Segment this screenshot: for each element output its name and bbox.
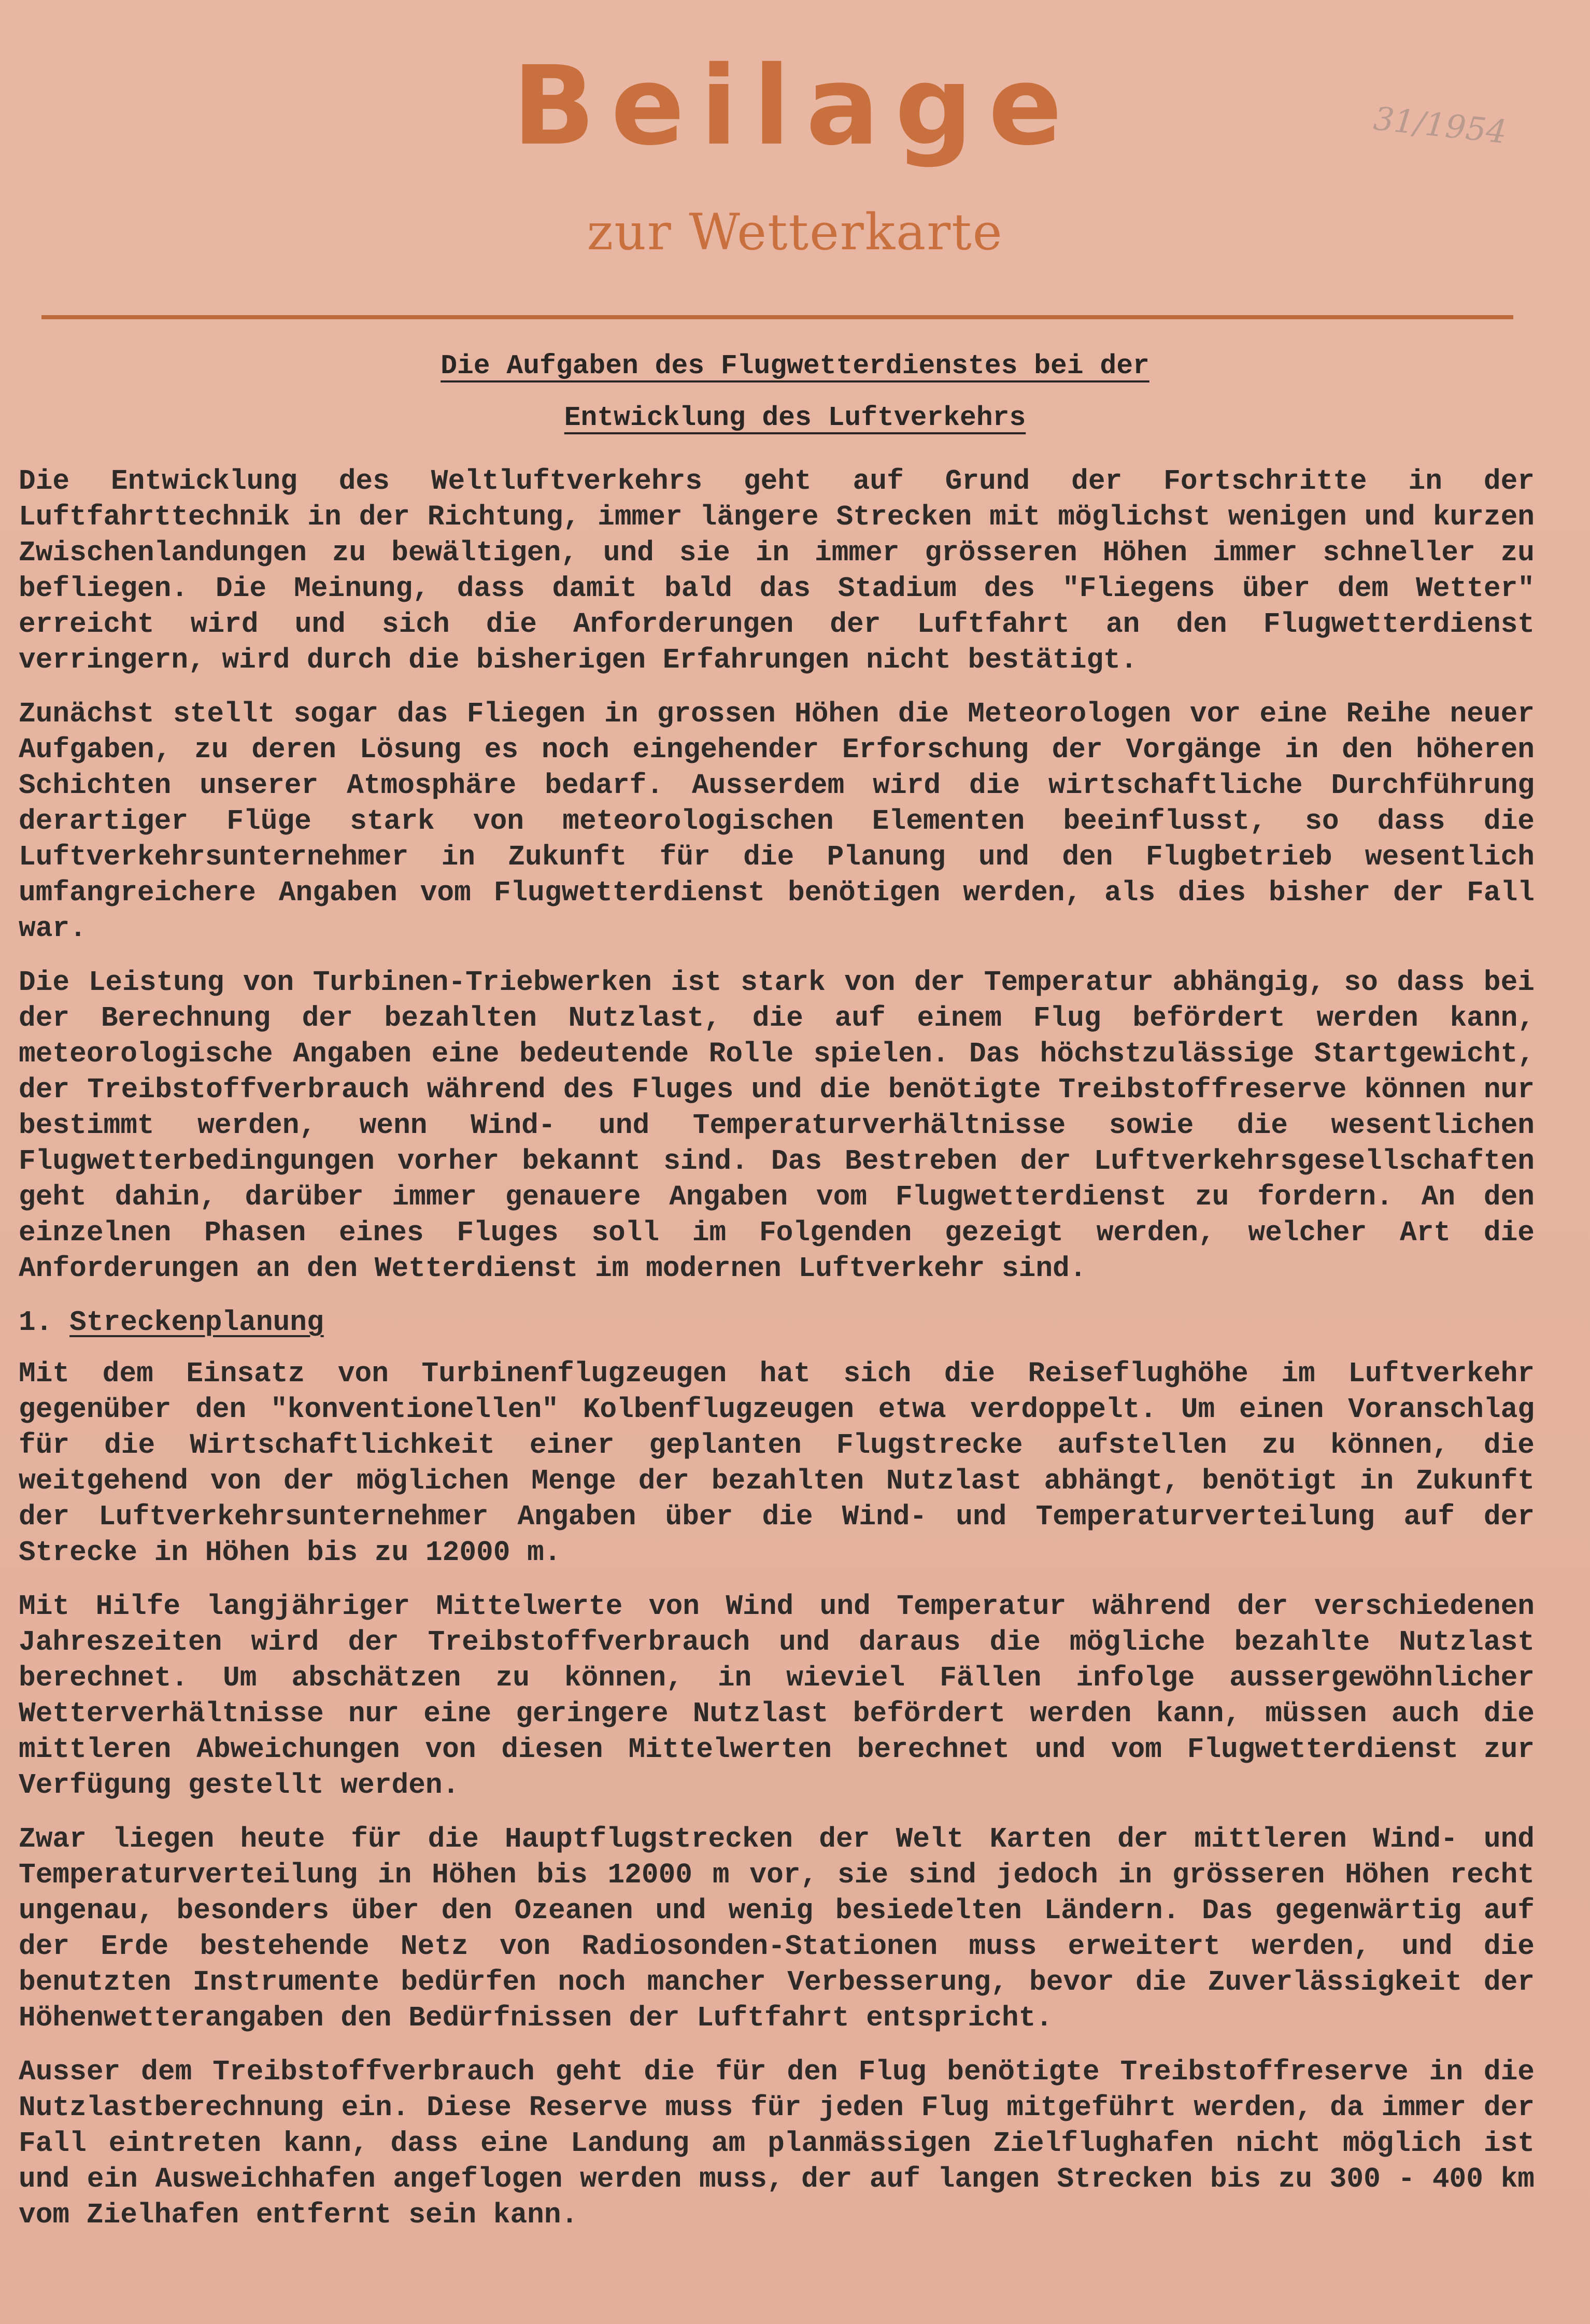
article-body — [19, 464, 1535, 2251]
section-paragraph-3: Zwar liegen heute für die Hauptflugstrecken der Welt Karten der mittleren Wind- und Temperaturverteilung in Höhen bis 12000 m vor, sie sind jedoch in grösseren Höhen recht ungenau, besonders über den Ozeanen und wenig besiedelten Ländern. Das gegenwärtig auf der Erde bestehende Netz von Radiosonden-Stationen muss erweitert werden, und die benutzten Instrumente bedürfen noch mancher Verbesserung, bevor die Zuverlässigkeit der Höhenwetterangaben den Bedürfnissen der Luftfahrt entspricht. — [19, 1824, 1535, 2034]
handwritten-archive-mark: 31/1954 — [1371, 99, 1509, 151]
section-paragraph-4: Ausser dem Treibstoffverbrauch geht die für den Flug benötigte Treibstoffreserve in die Nutzlastberechnung ein. Diese Reserve muss für jeden Flug mitgeführt werden, da immer der Fall eintreten kann, dass eine Landung am planmässigen Zielflughafen nicht möglich ist und ein Ausweichhafen angeflogen werden muss, der auf langen Strecken bis zu 300 - 400 km vom Zielhafen entfernt sein kann. — [19, 2057, 1535, 2231]
section-number: 1. — [19, 1307, 53, 1339]
masthead-subtitle: zur Wetterkarte — [587, 203, 1003, 261]
section-title: Streckenplanung — [69, 1307, 324, 1339]
section-paragraph-2: Mit Hilfe langjähriger Mittelwerte von Wind und Temperatur während der verschiedenen Jahreszeiten wird der Treibstoffverbrauch und daraus die mögliche bezahlte Nutzlast berechnet. Um abschätzen zu können, in wieviel Fällen infolge aussergewöhnlicher Wetterverhältnisse nur eine geringere Nutzlast befördert werden kann, müssen auch die mittleren Abweichungen von diesen Mittelwerten berechnet und vom Flugwetterdienst zur Verfügung gestellt werden. — [19, 1591, 1535, 1802]
intro-paragraph-1: Die Entwicklung des Weltluftverkehrs geht auf Grund der Fortschritte in der Luftfahrttechnik in der Richtung, immer längere Strecken mit möglichst wenigen und kurzen Zwischenlandungen zu bewältigen, und sie in immer grösseren Höhen immer schneller zu befliegen. Die Meinung, dass damit bald das Stadium des "Fliegens über dem Wetter" erreicht wird und sich die Anforderungen der Luftfahrt an den Flugwetterdienst verringern, wird durch die bisherigen Erfahrungen nicht bestätigt. — [19, 466, 1535, 676]
intro-paragraph-3: Die Leistung von Turbinen-Triebwerken ist stark von der Temperatur abhängig, so dass bei der Berechnung der bezahlten Nutzlast, die auf einem Flug befördert werden kann, meteorologische Angaben eine bedeutende Rolle spielen. Das höchstzulässige Startgewicht, der Treibstoffverbrauch während des Fluges und die benötigte Treibstoffreserve können nur bestimmt werden, wenn Wind- und Temperaturverhältnisse sowie die wesentlichen Flugwetterbedingungen vorher bekannt sind. Das Bestreben der Luftverkehrsgesellschaften geht dahin, darüber immer genauere Angaben vom Flugwetterdienst zu fordern. An den einzelnen Phasen eines Fluges soll im Folgenden gezeigt werden, welcher Art die Anforderungen an den Wetterdienst im modernen Luftverkehr sind. — [19, 967, 1535, 1285]
intro-paragraph-2: Zunächst stellt sogar das Fliegen in grossen Höhen die Meteorologen vor eine Reihe neuer Aufgaben, zu deren Lösung es noch eingehender Erforschung der Vorgänge in den höheren Schichten unserer Atmosphäre bedarf. Ausserdem wird die wirtschaftliche Durchführung derartiger Flüge stark von meteorologischen Elementen beeinflusst, so dass die Luftverkehrsunternehmer in Zukunft für die Planung und den Flugbetrieb wesentlich umfangreichere Angaben vom Flugwetterdienst benötigen werden, als dies bisher der Fall war. — [19, 699, 1535, 945]
article-title-line-2: Entwicklung des Luftverkehrs — [564, 402, 1026, 433]
masthead-title: Beilage — [512, 42, 1078, 169]
section-heading-streckenplanung — [19, 1305, 1535, 1341]
masthead-divider — [41, 315, 1513, 319]
article-title-line-1: Die Aufgaben des Flugwetterdienstes bei der — [441, 350, 1149, 381]
section-paragraph-1: Mit dem Einsatz von Turbinenflugzeugen hat sich die Reiseflughöhe im Luftverkehr gegenüber den "konventionellen" Kolbenflugzeugen etwa verdoppelt. Um einen Voranschlag für die Wirtschaftlichkeit einer geplanten Flugstrecke aufstellen zu können, die weitgehend von der möglichen Menge der bezahlten Nutzlast abhängt, benötigt in Zukunft der Luftverkehrsunternehmer Angaben über die Wind- und Temperaturverteilung auf der Strecke in Höhen bis zu 12000 m. — [19, 1358, 1535, 1569]
